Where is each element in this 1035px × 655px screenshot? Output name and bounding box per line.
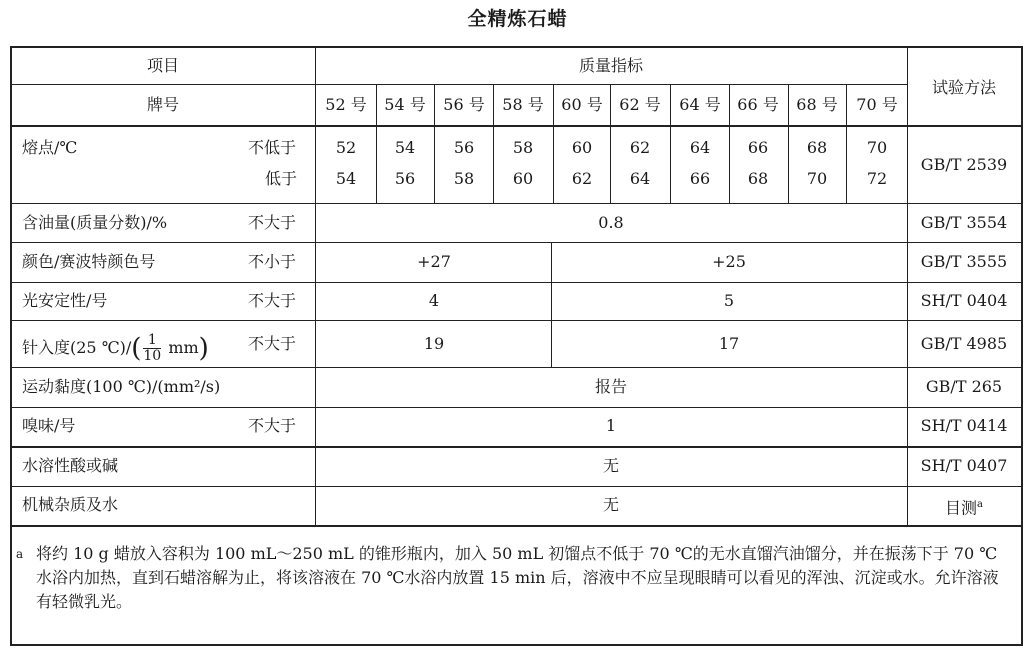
oil-label: 含油量(质量分数)/%: [22, 213, 168, 232]
paren-open: (: [131, 333, 142, 364]
impurity-method-text: 目测: [945, 498, 978, 518]
melting-min-value: 64: [689, 138, 711, 157]
odor-label: 嗅味/号: [22, 416, 76, 435]
oil-value: 0.8: [598, 213, 624, 232]
color-label: 颜色/赛波特颜色号: [22, 252, 156, 271]
grade-label: 62 号: [619, 95, 661, 114]
melting-min-value: 70: [866, 138, 888, 157]
color-value-b: +25: [712, 252, 746, 271]
light-cond: 不大于: [248, 291, 297, 310]
odor-cond: 不大于: [248, 416, 297, 435]
melting-min-value: 66: [747, 138, 769, 157]
paren-close: ): [198, 333, 209, 364]
melting-min-value: 52: [335, 138, 357, 157]
light-method: SH/T 0404: [920, 291, 1008, 310]
color-cond: 不小于: [248, 252, 297, 271]
melting-min-value: 60: [571, 138, 593, 157]
footnote: [16, 542, 1011, 614]
melting-max-value: 62: [571, 169, 593, 188]
grade-label: 64 号: [679, 95, 721, 114]
odor-value: 1: [605, 416, 617, 435]
grade-label: 66 号: [737, 95, 779, 114]
footnote-ref: a: [977, 499, 983, 510]
melting-max-value: 66: [689, 169, 711, 188]
needle-cond: 不大于: [248, 334, 297, 353]
oil-cond: 不大于: [248, 213, 297, 232]
needle-value-b: 17: [718, 334, 740, 353]
acid-method: SH/T 0407: [920, 456, 1008, 475]
needle-method: GB/T 4985: [920, 334, 1008, 353]
melting-min-value: 62: [629, 138, 651, 157]
grade-label: 70 号: [856, 95, 898, 114]
melting-min-value: 58: [512, 138, 534, 157]
melting-max-cond: 低于: [265, 169, 298, 188]
odor-method: SH/T 0414: [920, 416, 1008, 435]
melting-label: 熔点/℃: [22, 138, 78, 157]
melting-max-value: 70: [806, 169, 828, 188]
melting-method: GB/T 2539: [920, 155, 1008, 174]
header-method: 试验方法: [931, 78, 997, 97]
acid-value: 无: [602, 456, 620, 475]
grade-label: 58 号: [502, 95, 544, 114]
oil-method: GB/T 3554: [920, 213, 1008, 232]
needle-fraction: [143, 333, 161, 364]
grade-label: 68 号: [796, 95, 838, 114]
needle-label: [22, 333, 209, 364]
fraction-denominator: 10: [143, 348, 162, 364]
melting-max-value: 58: [453, 169, 475, 188]
fraction-numerator: 1: [143, 333, 161, 349]
needle-value-a: 19: [423, 334, 445, 353]
color-value-a: +27: [417, 252, 451, 271]
melting-max-value: 68: [747, 169, 769, 188]
impurity-label: 机械杂质及水: [22, 495, 119, 514]
header-grade: 牌号: [146, 95, 180, 114]
melting-max-value: 56: [394, 169, 416, 188]
melting-min-value: 56: [453, 138, 475, 157]
header-quality: 质量指标: [578, 56, 644, 75]
acid-label: 水溶性酸或碱: [22, 456, 119, 475]
header-item: 项目: [146, 56, 180, 75]
needle-label-pre: 针入度(25 ℃)/: [22, 338, 132, 357]
light-value-a: 4: [428, 291, 440, 310]
needle-unit: mm: [168, 338, 199, 357]
melting-min-cond: 不低于: [248, 138, 297, 157]
grade-label: 56 号: [443, 95, 485, 114]
grade-label: 60 号: [561, 95, 603, 114]
viscosity-label: 运动黏度(100 ℃)/(mm²/s): [22, 377, 221, 396]
melting-min-value: 54: [394, 138, 416, 157]
melting-min-value: 68: [806, 138, 828, 157]
grade-label: 52 号: [325, 95, 367, 114]
footnote-mark: a: [16, 547, 24, 561]
melting-max-value: 60: [512, 169, 534, 188]
melting-max-value: 64: [629, 169, 651, 188]
impurity-value: 无: [602, 495, 620, 514]
footnote-text: 将约 10 g 蜡放入容积为 100 mL～250 mL 的锥形瓶内，加入 50 mL 初馏点不低于 70 ℃的无水直馏汽油馏分，并在振荡下于 70 ℃水浴内加热，直到石蜡溶解为止，将该溶液在 70 ℃水浴内放置 15 min 后，溶液中不应呈现眼睛可以看见的浑浊、沉淀或水。允许溶液有轻微乳光。: [36, 544, 999, 611]
table-title: 全精炼石蜡: [467, 8, 568, 30]
melting-max-value: 54: [335, 169, 357, 188]
light-label: 光安定性/号: [22, 291, 108, 310]
viscosity-value: 报告: [594, 377, 628, 396]
melting-max-value: 72: [866, 169, 888, 188]
grade-label: 54 号: [384, 95, 426, 114]
light-value-b: 5: [723, 291, 735, 310]
viscosity-method: GB/T 265: [925, 377, 1003, 396]
impurity-method: [945, 495, 983, 518]
color-method: GB/T 3555: [920, 252, 1008, 271]
